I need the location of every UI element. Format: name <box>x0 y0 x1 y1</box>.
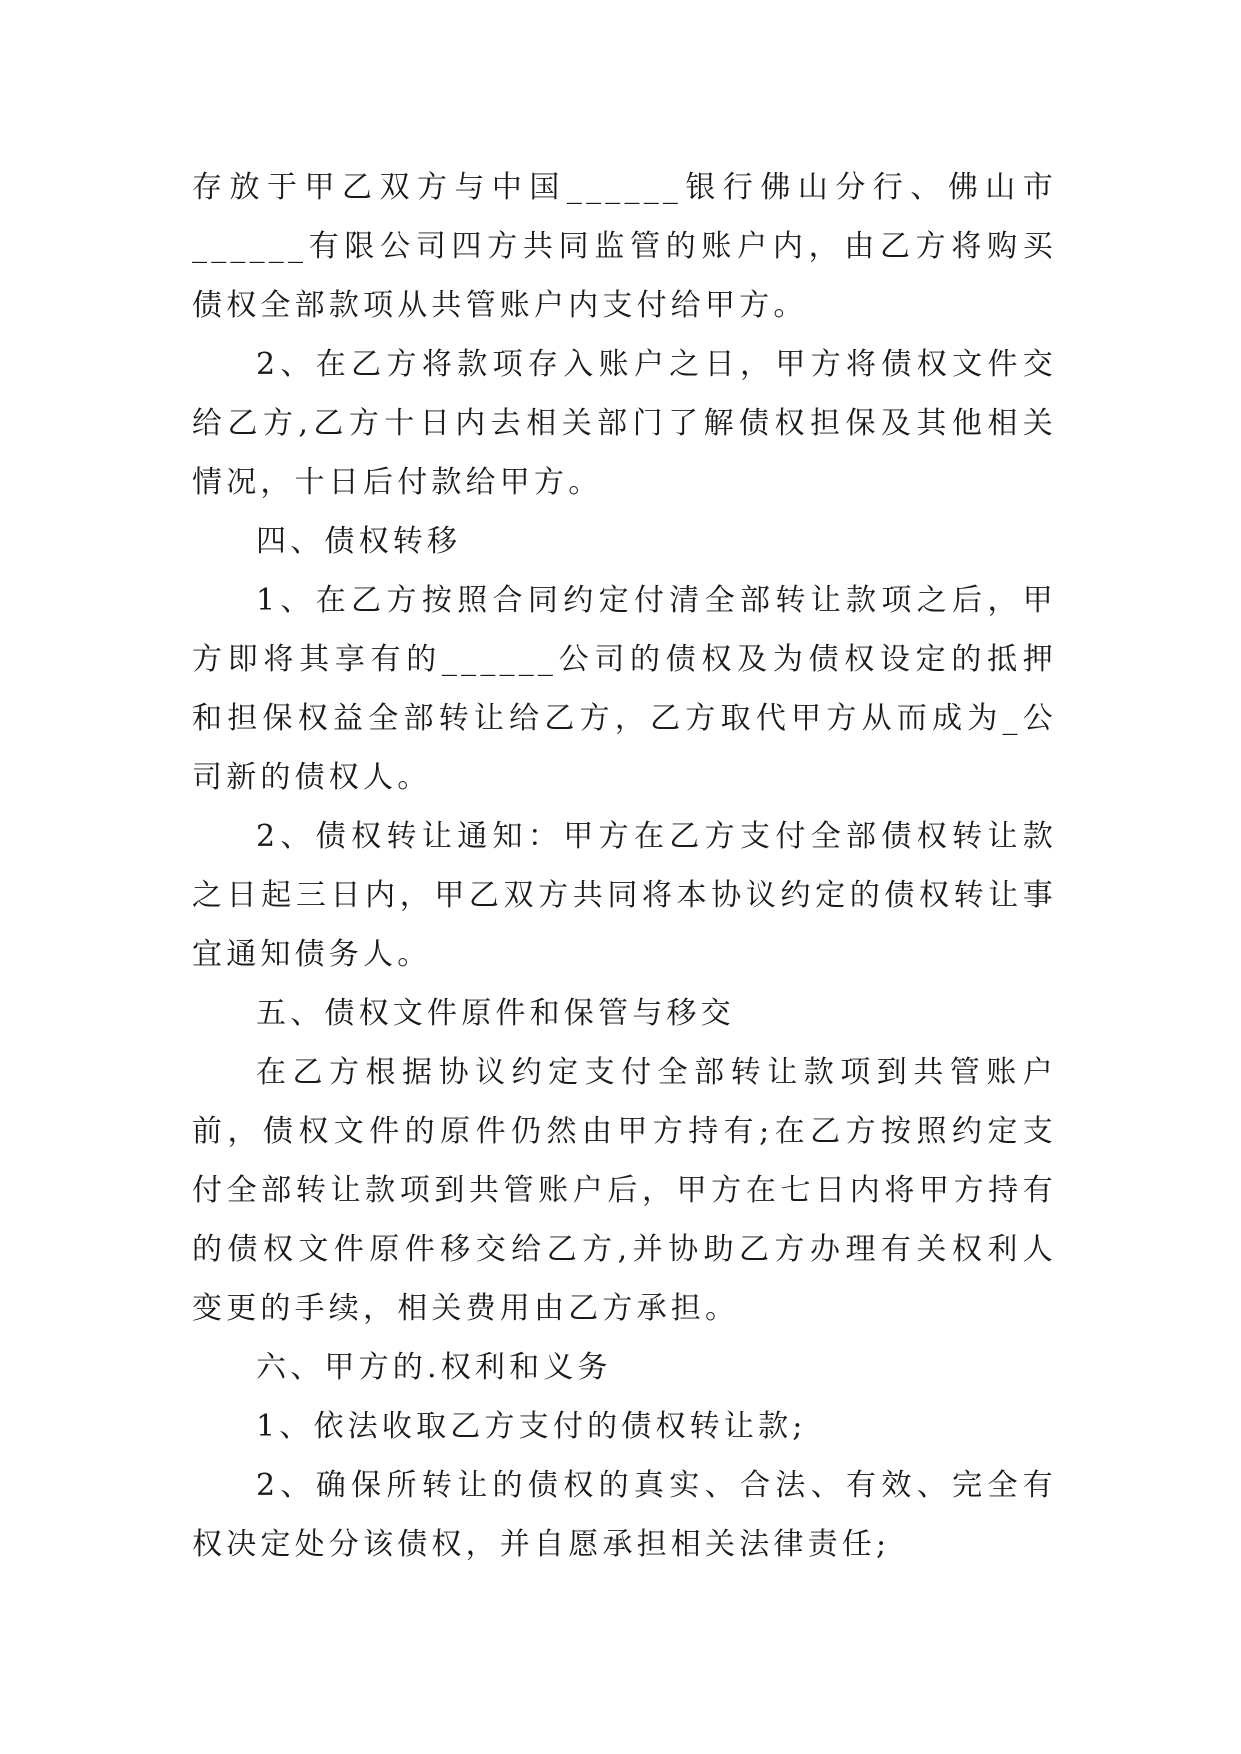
paragraph-account-custody: 存放于甲乙双方与中国______银行佛山分行、佛山市______有限公司四方共同监管的账户内，由乙方将购买债权全部款项从共管账户内支付给甲方。 <box>192 170 1057 323</box>
paragraph-party-a-right-2: 2、确保所转让的债权的真实、合法、有效、完全有权决定处分该债权，并自愿承担相关法律责任; <box>192 1468 1057 1562</box>
paragraph-document-handover: 2、在乙方将款项存入账户之日，甲方将债权文件交给乙方,乙方十日内去相关部门了解债权担保及其他相关情况，十日后付款给甲方。 <box>192 347 1057 500</box>
paragraph-documents-custody: 在乙方根据协议约定支付全部转让款项到共管账户前，债权文件的原件仍然由甲方持有;在乙方按照约定支付全部转让款项到共管账户后，甲方在七日内将甲方持有的债权文件原件移交给乙方,并协助乙方办理有关权利人变更的手续，相关费用由乙方承担。 <box>192 1055 1057 1326</box>
document-body <box>192 158 1057 1574</box>
paragraph-transfer-notice: 2、债权转让通知：甲方在乙方支付全部债权转让款之日起三日内，甲乙双方共同将本协议约定的债权转让事宜通知债务人。 <box>192 819 1057 972</box>
paragraph-transfer-rights: 1、在乙方按照合同约定付清全部转让款项之后，甲方即将其享有的______公司的债权及为债权设定的抵押和担保权益全部转让给乙方，乙方取代甲方从而成为_公司新的债权人。 <box>192 583 1057 795</box>
section-heading-party-a-rights: 六、甲方的.权利和义务 <box>256 1350 612 1385</box>
paragraph-party-a-right-1: 1、依法收取乙方支付的债权转让款; <box>256 1409 807 1444</box>
section-heading-documents: 五、债权文件原件和保管与移交 <box>256 996 735 1031</box>
section-heading-transfer: 四、债权转移 <box>256 524 462 559</box>
